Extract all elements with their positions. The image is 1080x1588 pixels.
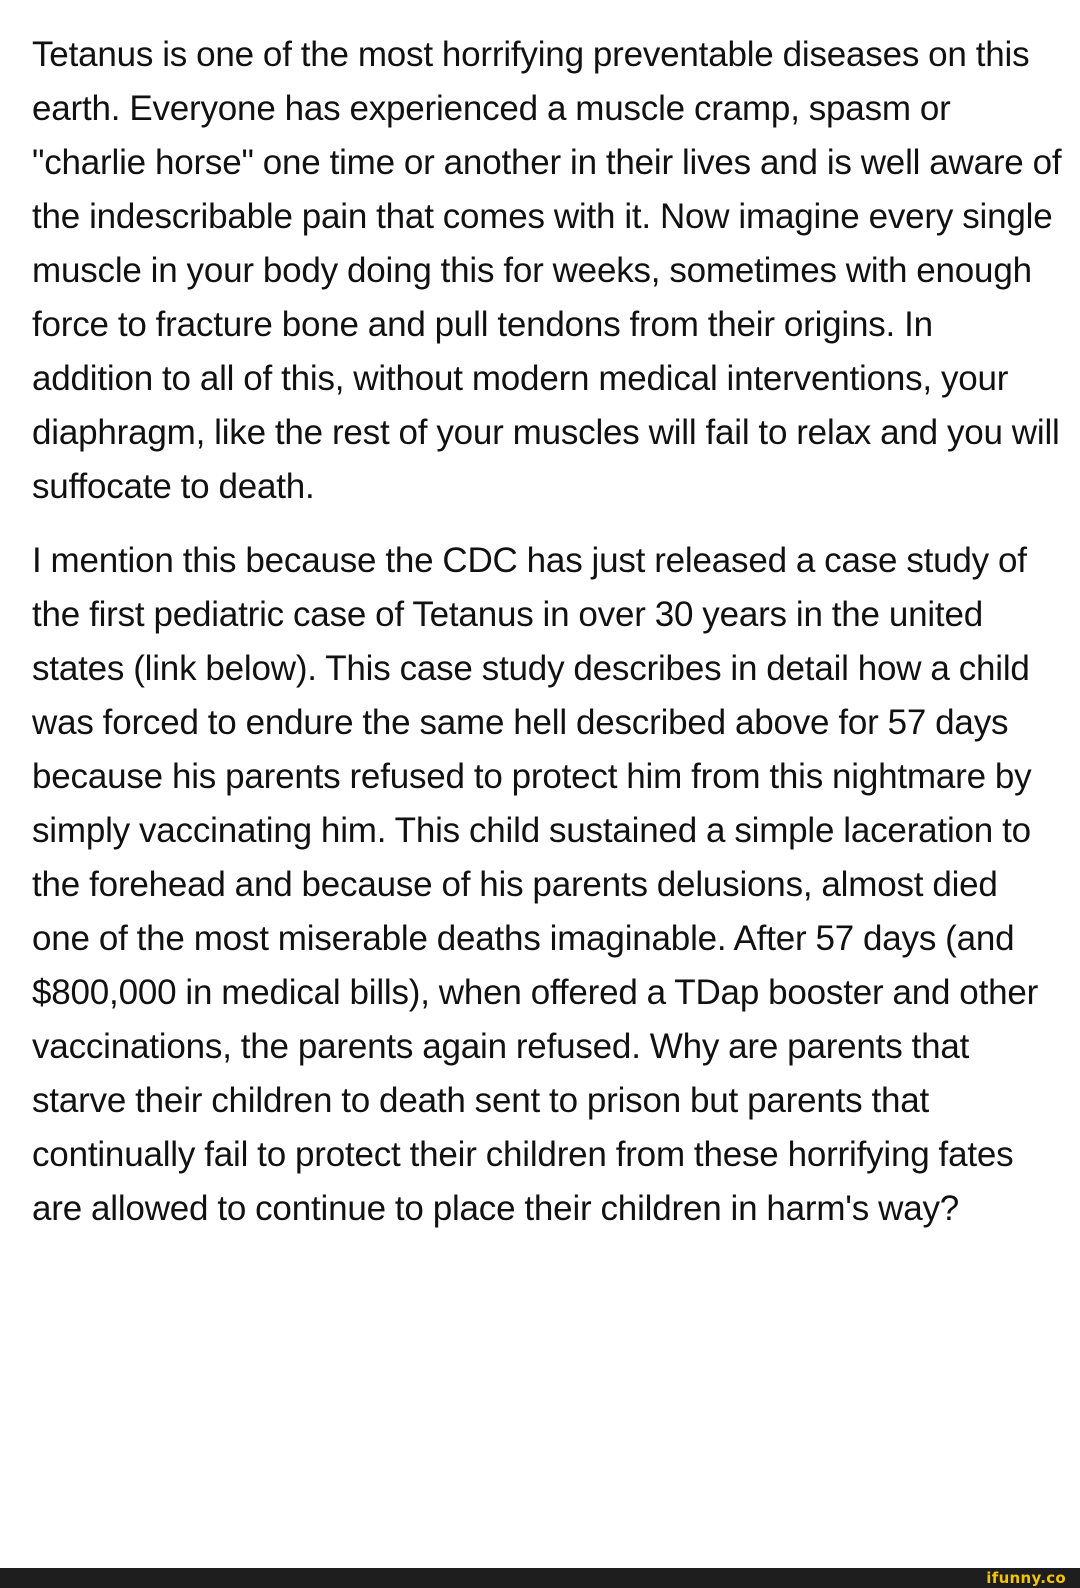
- ifunny-watermark: ifunny.co: [986, 1569, 1066, 1587]
- post-body: [32, 28, 1062, 1236]
- watermark-bar: [0, 1568, 1080, 1588]
- post-paragraph-1: Tetanus is one of the most horrifying preventable diseases on this earth. Everyone has experienced a muscle cramp, spasm or "charlie horse" one time or another in their lives and is well aware of the indescribable pain that comes with it. Now imagine every single muscle in your body doing this for weeks, sometimes with enough force to fracture bone and pull tendons from their origins. In addition to all of this, without modern medical interventions, your diaphragm, like the rest of your muscles will fail to relax and you will suffocate to death.: [32, 35, 1062, 506]
- post-paragraph-2: I mention this because the CDC has just released a case study of the first pediatric case of Tetanus in over 30 years in the united states (link below). This case study describes in detail how a child was forced to endure the same hell described above for 57 days because his parents refused to protect him from this nightmare by simply vaccinating him. This child sustained a simple laceration to the forehead and because of his parents delusions, almost died one of the most miserable deaths imaginable. After 57 days (and $800,000 in medical bills), when offered a TDap booster and other vaccinations, the parents again refused. Why are parents that starve their children to death sent to prison but parents that continually fail to protect their children from these horrifying fates are allowed to continue to place their children in harm's way?: [32, 541, 1039, 1228]
